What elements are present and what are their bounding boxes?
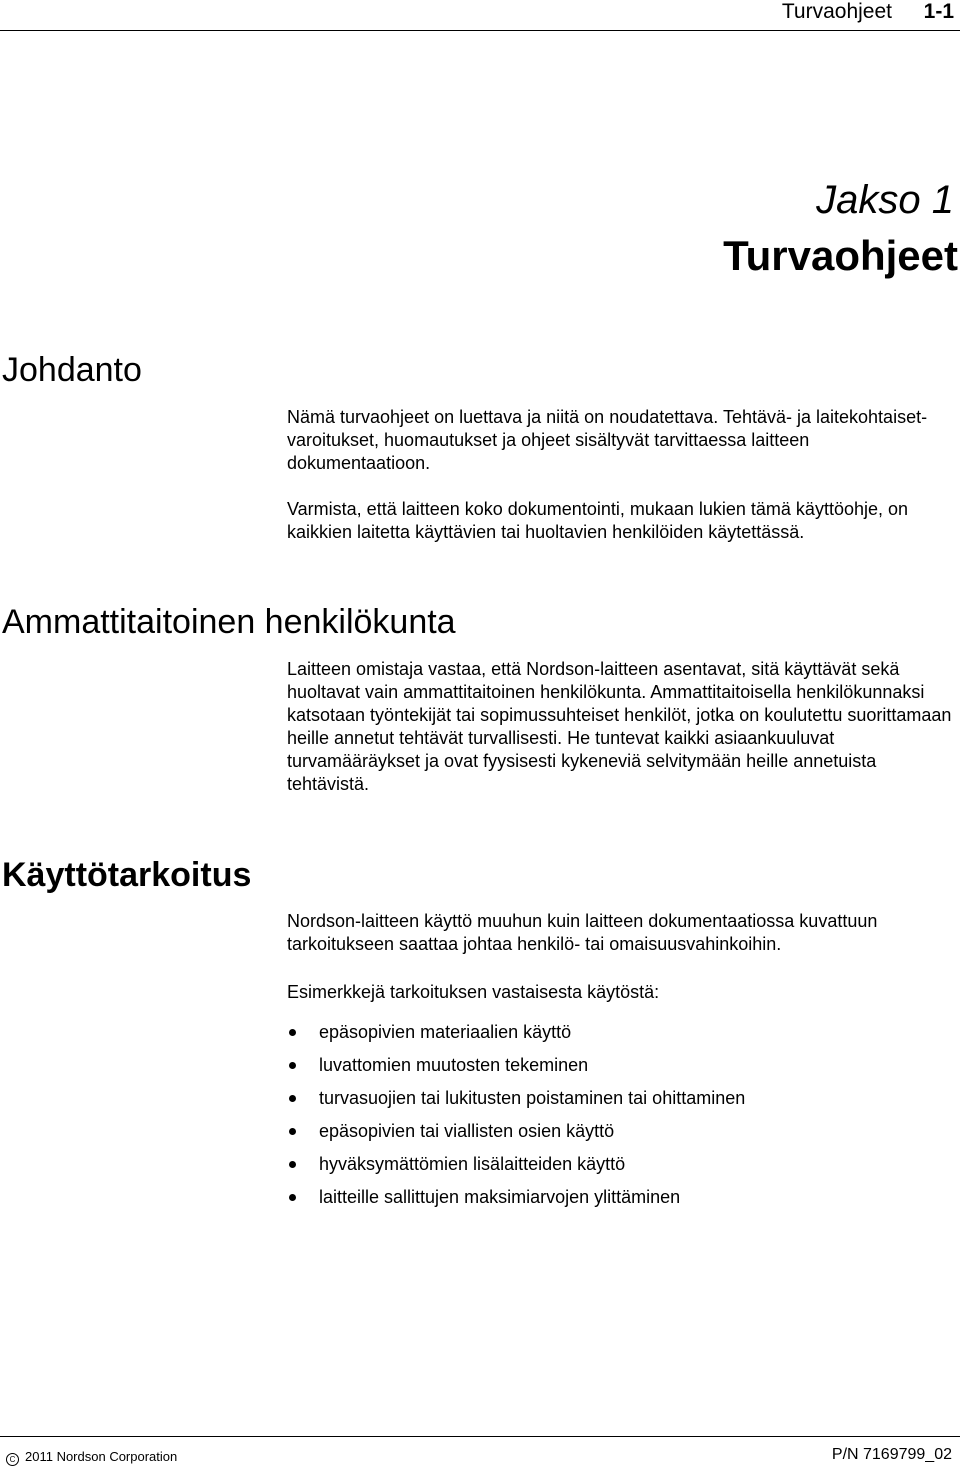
list-item (287, 1021, 957, 1054)
list-item (287, 1054, 957, 1087)
ammattitaitoinen-paragraph: Laitteen omistaja vastaa, että Nordson-laitteen asentavat, sitä käyttävät sekä huoltavat vain ammattitaitoinen henkilökunta. Ammattitaitoisella henkilökunnaksi katsotaan työntekijät tai sopimussuhteiset henkilöt, jotka on koulutettu suorittamaan heille annetut tehtävät turvallisesti. He tuntevat kaikki asiaankuuluvat turvamääräykset ja ovat fyysisesti kykeneviä selvitymään heille annetuista tehtävistä. (287, 659, 952, 794)
kayttotarkoitus-paragraph: Nordson-laitteen käyttö muuhun kuin laitteen dokumentaatiossa kuvattuun tarkoitukseen saattaa johtaa henkilö- tai omaisuusvahinkoihin. (287, 911, 878, 954)
bullet-icon (289, 1095, 296, 1102)
section-heading-johdanto: Johdanto (2, 351, 142, 389)
bullet-icon (289, 1161, 296, 1168)
bullet-icon (289, 1062, 296, 1069)
johdanto-paragraph-2: Varmista, että laitteen koko dokumentointi, mukaan lukien tämä käyttöohje, on kaikkien laitetta käyttävien tai huoltavien henkilöiden käytettässä. (287, 499, 909, 542)
misuse-examples-list (287, 1021, 957, 1219)
copyright-icon: C (6, 1453, 19, 1466)
page-number: 1-1 (923, 0, 954, 23)
list-item-text: turvasuojien tai lukitusten poistaminen tai ohittaminen (319, 1088, 746, 1108)
chapter-label: Jakso 1 (816, 178, 954, 222)
list-item (287, 1120, 957, 1153)
running-header-title: Turvaohjeet (781, 0, 892, 23)
section-heading-kayttotarkoitus: Käyttötarkoitus (2, 856, 252, 894)
list-item (287, 1153, 957, 1186)
header-rule (0, 30, 960, 31)
list-item-text: epäsopivien tai viallisten osien käyttö (319, 1121, 615, 1141)
list-item-text: laitteille sallittujen maksimiarvojen ylittäminen (319, 1187, 681, 1207)
section-heading-ammattitaitoinen: Ammattitaitoinen henkilökunta (2, 603, 456, 641)
johdanto-paragraph-1: Nämä turvaohjeet on luettava ja niitä on noudatettava. Tehtävä- ja laitekohtaiset- varoitukset, huomautukset ja ohjeet sisältyvät tarvittaessa laitteen dokumentaatioon. (287, 407, 928, 473)
bullet-icon (289, 1128, 296, 1135)
footer-copyright (6, 1449, 177, 1466)
copyright-text: 2011 Nordson Corporation (25, 1449, 178, 1464)
footer-part-number: P/N 7169799_02 (831, 1446, 952, 1463)
list-item-text: luvattomien muutosten tekeminen (319, 1055, 589, 1075)
list-item (287, 1186, 957, 1219)
list-item-text: epäsopivien materiaalien käyttö (319, 1022, 572, 1042)
bullet-icon (289, 1194, 296, 1201)
footer-rule (0, 1436, 960, 1437)
list-item (287, 1087, 957, 1120)
list-item-text: hyväksymättömien lisälaitteiden käyttö (319, 1154, 626, 1174)
bullet-icon (289, 1029, 296, 1036)
examples-intro: Esimerkkejä tarkoituksen vastaisesta käytöstä: (287, 982, 660, 1002)
chapter-title: Turvaohjeet (723, 232, 958, 279)
